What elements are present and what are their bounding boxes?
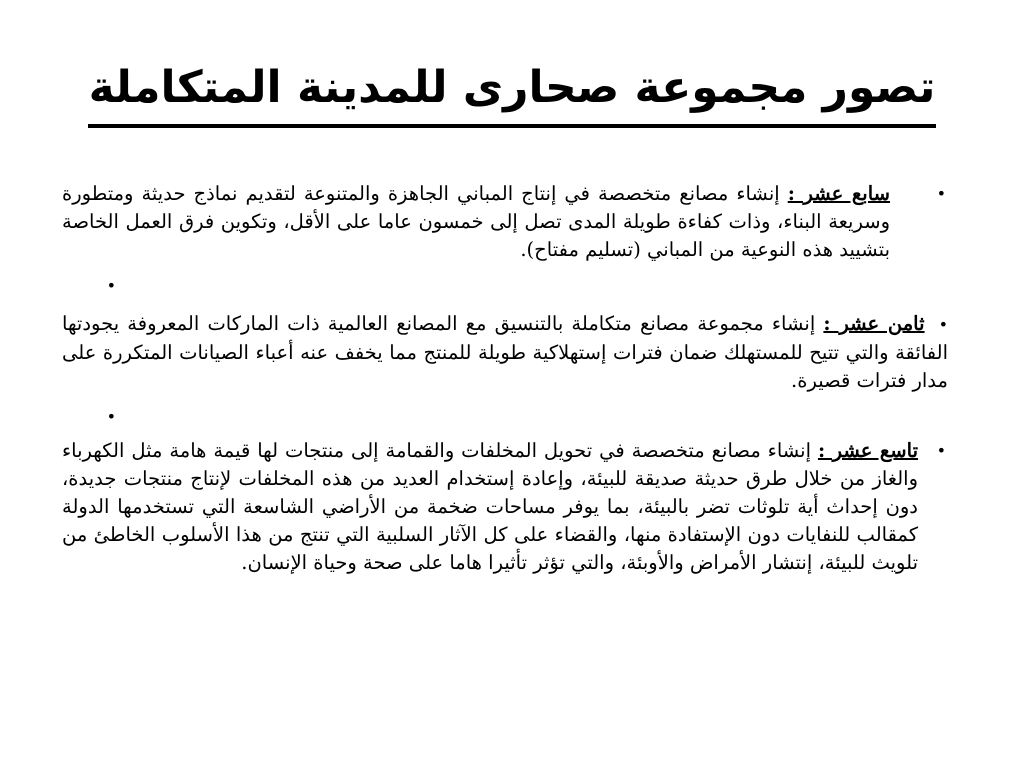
item-text: إنشاء مصانع متخصصة في إنتاج المباني الجاهزة والمتنوعة لتقديم نماذج حديثة ومتطورة وسريعة البناء، وذات كفاءة طويلة المدى تصل إلى خمسون عاما على الأقل، وتكوين فرق العمل الخاصة بتشييد هذه النوعية من المباني (تسليم مفتاح). — [62, 182, 890, 261]
title-underline — [88, 124, 936, 128]
list-item-19 — [62, 437, 948, 577]
list-item-17 — [62, 180, 948, 264]
bullet-icon: • — [938, 315, 948, 334]
item-text: إنشاء مصانع متخصصة في تحويل المخلفات والقمامة إلى منتجات لها قيمة هامة مثل الكهرباء والغاز من خلال طرق حديثة صديقة للبيئة، وإعادة إستخدام العديد من هذه المخلفات لإنتاج منتجات جديدة، دون إحداث أية تلوثات تضر بالبيئة، بما يوفر مساحات ضخمة من الأراضي الشاسعة التي تستخدمها الدولة كمقالب للنفايات دون الإستفادة منها، والقضاء على كل الآثار السلبية التي تنتج من هذا الأسلوب الخاطئ من تلويث للبيئة، إنتشار الأمراض والأوبئة، والتي تؤثر تأثيرا هاما على صحة وحياة الإنسان. — [62, 439, 918, 574]
bullet-icon: • — [106, 276, 116, 295]
empty-bullet-row — [62, 272, 948, 298]
slide-title: تصور مجموعة صحارى للمدينة المتكاملة — [88, 62, 936, 113]
item-lead: تاسع عشر : — [817, 439, 919, 462]
empty-bullet-row — [62, 403, 948, 429]
item-text: إنشاء مجموعة مصانع متكاملة بالتنسيق مع المصانع العالمية ذات الماركات المعروفة يجودتها الفائقة والتي تتيح للمستهلك ضمان فترات إستهلاكية طويلة للمنتج مما يخفف عنه أعباء الصيانات المتكررة على مدار فترات قصيرة. — [62, 312, 948, 392]
bullet-icon: • — [936, 184, 946, 203]
list-item-18 — [62, 310, 948, 395]
bullet-icon: • — [106, 407, 116, 426]
item-lead: سابع عشر : — [787, 182, 890, 205]
bullet-icon: • — [936, 441, 946, 460]
slide-body — [62, 180, 948, 577]
item-lead: ثامن عشر : — [823, 312, 925, 335]
